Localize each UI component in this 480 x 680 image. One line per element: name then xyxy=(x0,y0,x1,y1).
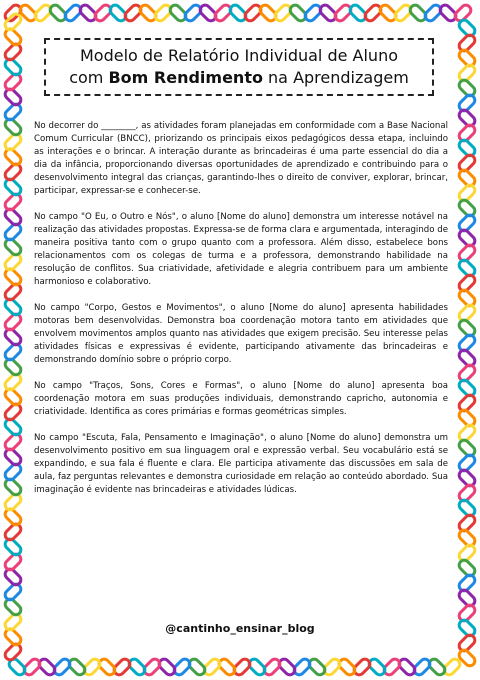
title-line-1: Modelo de Relatório Individual de Aluno xyxy=(79,46,398,65)
paragraph-escuta-fala: No campo "Escuta, Fala, Pensamento e Imaginação", o aluno [Nome do aluno] demonstra um desenvolvimento positivo em sua linguagem oral e expressão verbal. Seu vocabulário está se expandindo, e sua fala é fluente e clara. Ele participa ativamente das discussões em sala de aula, faz perguntas relevantes e demonstra curiosidade em relação ao conteúdo abordado. Sua imaginação é evidente nas brincadeiras e atividades lúdicas. xyxy=(34,433,448,495)
paragraph-eu-outro-nos: No campo "O Eu, o Outro e Nós", o aluno [Nome do aluno] demonstra um interesse notável na realização das atividades propostas. Expressa-se de forma clara e argumentada, interagindo de maneira positiva tanto com o grupo quanto com a professora. Além disso, estabelece bons relacionamentos com os colegas de turma e a professora, demonstrando habilidade na resolução de conflitos. Sua criatividade, afetividade e alegria contribuem para um ambiente harmonioso e colaborativo. xyxy=(34,212,448,287)
paragraph-intro: No decorrer do ________, as atividades foram planejadas em conformidade com a Base Nacional Comum Curricular (BNCC), priorizando os principais eixos pedagógicos dessa etapa, incluindo as interações e o brincar. A interação durante as brincadeiras é uma parte essencial do dia a dia da infância, proporcionando diversas oportunidades de aprendizado e contribuindo para o desenvolvimento integral das crianças, garantindo-lhes o direito de conviver, explorar, brincar, participar, expressar-se e conhecer-se. xyxy=(34,121,448,196)
report-body xyxy=(34,120,448,510)
document-page xyxy=(28,28,452,652)
paragraph-tracos-sons: No campo "Traços, Sons, Cores e Formas", o aluno [Nome do aluno] apresenta boa coordenação motora em suas produções individuais, demonstrando capricho, autonomia e criatividade. Identifica as cores primárias e formas geométricas simples. xyxy=(34,381,448,417)
footer-handle: @cantinho_ensinar_blog xyxy=(165,622,315,635)
paragraph-corpo-gestos: No campo "Corpo, Gestos e Movimentos", o aluno [Nome do aluno] apresenta habilidades motoras bem desenvolvidas. Demonstra boa coordenação motora tanto em atividades que envolvem movimentos amplos quanto nas atividades que exigem precisão. Seu interesse pelas atividades físicas e expressivas é evidente, participando ativamente das brincadeiras e demonstrando domínio sobre o próprio corpo. xyxy=(34,303,448,365)
title-box xyxy=(44,38,434,96)
title-highlight: Bom Rendimento xyxy=(108,68,263,87)
title-line-2 xyxy=(46,67,432,89)
title-prefix: com xyxy=(69,68,109,87)
title-suffix: na Aprendizagem xyxy=(262,68,409,87)
